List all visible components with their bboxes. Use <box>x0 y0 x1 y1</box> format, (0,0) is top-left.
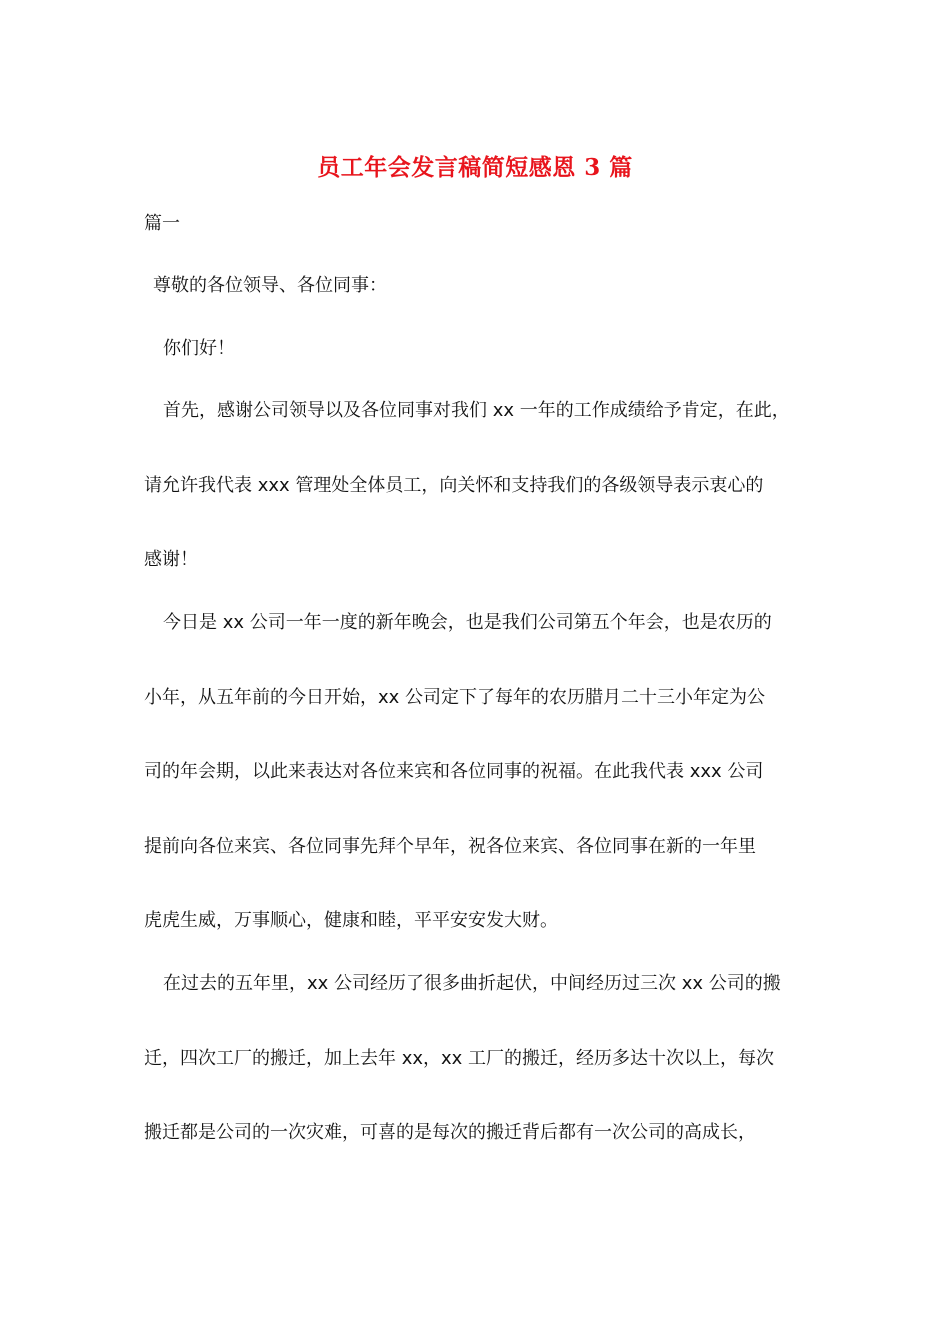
paragraph-line: 迁，四次工厂的搬迁，加上去年 xx，xx 工厂的搬迁，经历多达十次以上，每次 <box>144 1048 775 1069</box>
paragraph-line: 今日是 xx 公司一年一度的新年晚会，也是我们公司第五个年会，也是农历的 <box>163 612 772 633</box>
paragraph-line: 搬迁都是公司的一次灾难，可喜的是每次的搬迁背后都有一次公司的高成长， <box>144 1122 756 1143</box>
document-title: 员工年会发言稿简短感恩 3 篇 <box>317 154 633 181</box>
paragraph-line: 请允许我代表 xxx 管理处全体员工，向关怀和支持我们的各级领导表示衷心的 <box>144 475 764 496</box>
section-label: 篇一 <box>144 213 180 234</box>
paragraph-line: 司的年会期，以此来表达对各位来宾和各位同事的祝福。在此我代表 xxx 公司 <box>144 761 764 782</box>
paragraph-line: 小年，从五年前的今日开始，xx 公司定下了每年的农历腊月二十三小年定为公 <box>144 687 766 708</box>
paragraph-line: 感谢！ <box>144 549 198 570</box>
paragraph-line: 首先，感谢公司领导以及各位同事对我们 xx 一年的工作成绩给予肯定，在此， <box>163 400 790 421</box>
salutation-line: 尊敬的各位领导、各位同事： <box>153 275 387 296</box>
paragraph-line: 提前向各位来宾、各位同事先拜个早年，祝各位来宾、各位同事在新的一年里 <box>144 836 756 857</box>
paragraph-line: 在过去的五年里，xx 公司经历了很多曲折起伏，中间经历过三次 xx 公司的搬 <box>163 973 781 994</box>
greeting-line: 你们好！ <box>163 338 235 359</box>
paragraph-line: 虎虎生威，万事顺心，健康和睦，平平安安发大财。 <box>144 910 558 931</box>
